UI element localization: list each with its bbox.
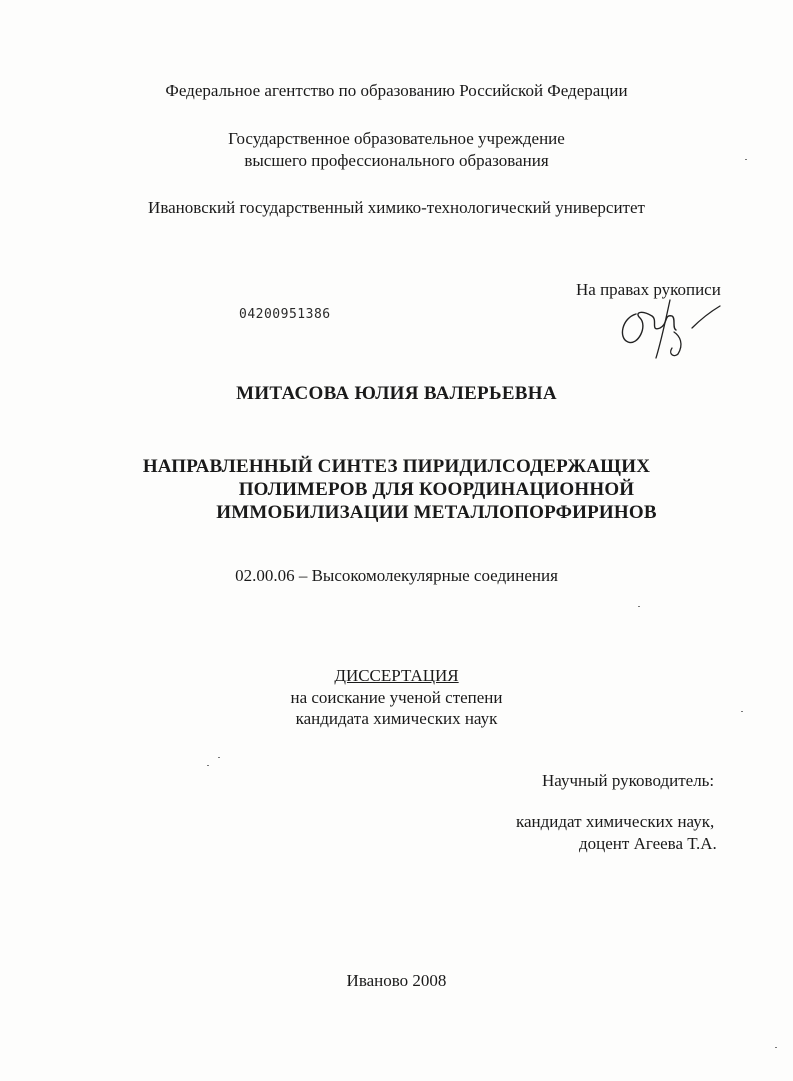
signature-icon [614,292,724,364]
institution-line-1: Государственное образовательное учреждение [228,129,565,148]
title-line-2: ПОЛИМЕРОВ ДЛЯ КООРДИНАЦИОННОЙ [238,479,635,500]
manuscript-note: На правах рукописи [576,280,721,299]
specialty-line: 02.00.06 – Высокомолекулярные соединения [235,566,558,585]
scan-speck [745,159,747,160]
supervisor-name: доцент Агеева Т.А. [579,834,717,853]
title-line-1: НАПРАВЛЕННЫЙ СИНТЕЗ ПИРИДИЛСОДЕРЖАЩИХ [142,456,651,477]
scan-speck [638,606,640,607]
city-year: Иваново 2008 [346,971,447,990]
degree-line-3: кандидата химических наук [295,709,498,728]
university-line: Ивановский государственный химико-технологический университет [148,198,645,217]
degree-line-2: на соискание ученой степени [290,688,503,707]
scan-speck [775,1047,777,1048]
institution-line-2: высшего профессионального образования [244,151,549,170]
degree-type: ДИССЕРТАЦИЯ [334,666,459,685]
scan-speck [741,711,743,712]
archive-number: 04200951386 [239,307,331,322]
scan-speck [218,757,220,758]
author-name: МИТАСОВА ЮЛИЯ ВАЛЕРЬЕВНА [236,383,557,404]
supervisor-label: Научный руководитель: [542,771,715,790]
title-line-3: ИММОБИЛИЗАЦИИ МЕТАЛЛОПОРФИРИНОВ [216,502,657,523]
scan-speck [207,765,209,766]
agency-line: Федеральное агентство по образованию Российской Федерации [165,81,628,100]
supervisor-degree: кандидат химических наук, [516,812,715,831]
